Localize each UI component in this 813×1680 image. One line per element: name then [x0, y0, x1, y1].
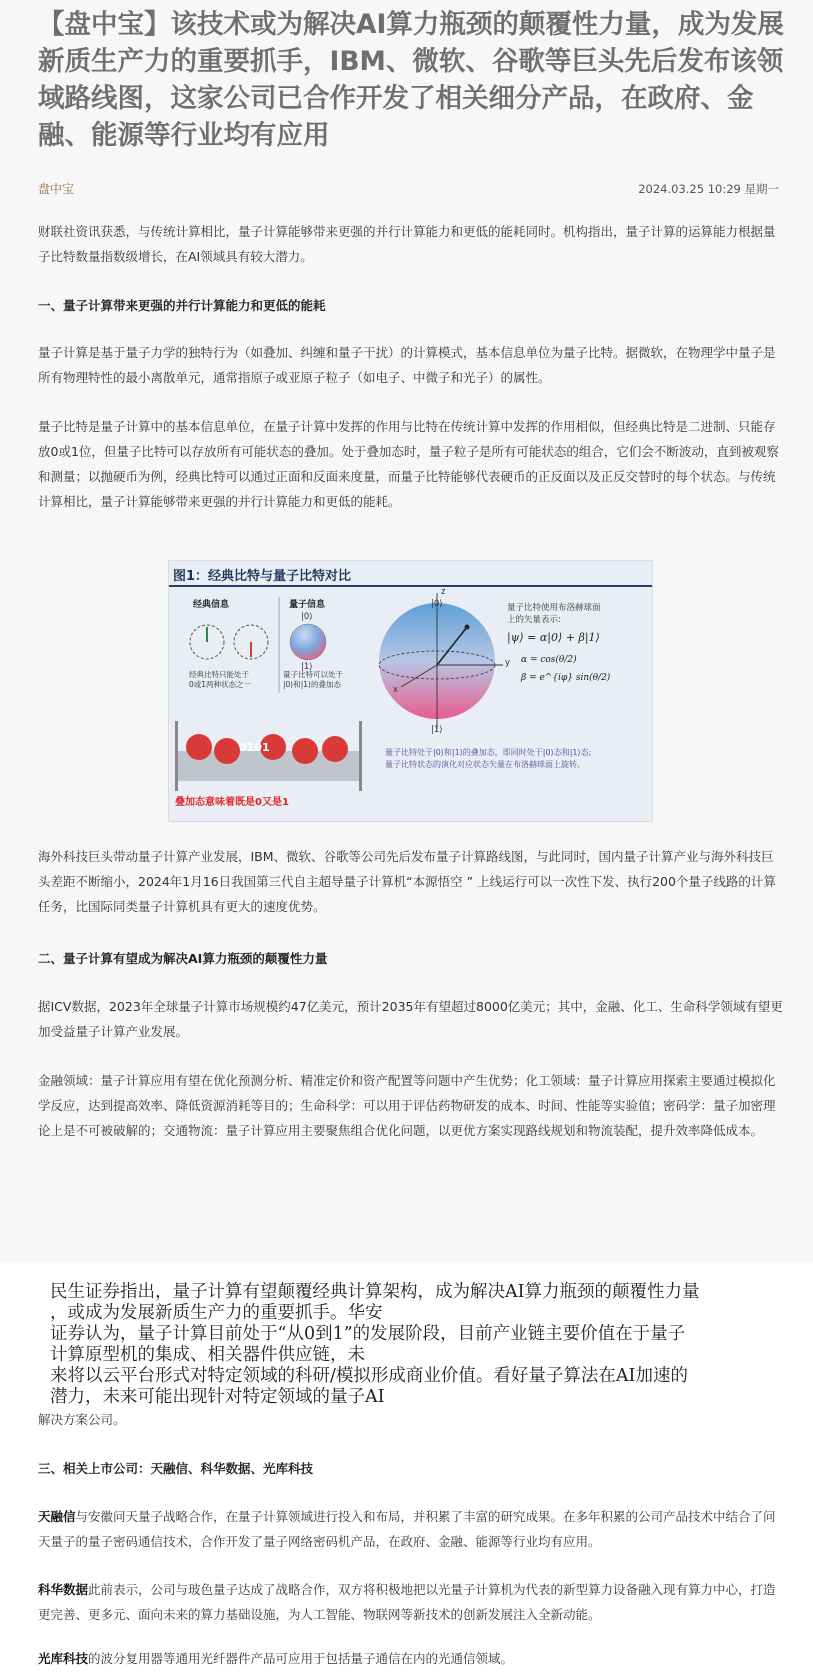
section-1-paragraph-2: 量子比特是量子计算中的基本信息单位，在量子计算中发挥的作用与比特在传统计算中发挥的作用相似，但经典比特是二进制、只能存放0或1位，但量子比特可以存放所有可能状态的叠加。处于叠加态时，量子粒子是所有可能状态的组合，它们会不断波动，直到被观察和测量；以抛硬币为例，经典比特可以通过正面和反面来度量，而量子比特能够代表硬币的正反面以及正反交替时的每个状态。与传统计算相比，量子计算能够带来更强的并行计算能力和更低的能耗。 — [38, 419, 779, 509]
company-2-text: 此前表示，公司与玻色量子达成了战略合作，双方将积极地把以光量子计算机为代表的新型算力设备融入现有算力中心，打造更完善、更多元、面向未来的算力基础设施，为人工智能、物联网等新技术的创新发展注入全新动能。 — [38, 1582, 776, 1622]
bloch-description-line2: 上的矢量表示: — [507, 615, 561, 625]
company-3-name: 光库科技 — [38, 1651, 89, 1666]
article-title: 【盘中宝】该技术或为解决AI算力瓶颈的颠覆性力量，成为发展新质生产力的重要抓手，IBM、微软、谷歌等巨头先后发布该领域路线图，这家公司已合作开发了相关细分产品，在政府、金融、能源等行业均有应用 — [38, 9, 784, 151]
section-3-heading: 三、相关上市公司：天融信、科华数据、光库科技 — [38, 1461, 314, 1476]
coin-digits: 0101 — [239, 741, 270, 754]
pole-left — [175, 721, 178, 791]
company-2-name: 科华数据 — [38, 1582, 89, 1597]
coin-2 — [214, 738, 240, 764]
section-1-heading: 一、量子计算带来更强的并行计算能力和更低的能耗 — [38, 298, 326, 313]
superposition-note-line1: 量子比特处于|0⟩和|1⟩的叠加态，即同时处于|0⟩态和|1⟩态; — [385, 748, 592, 757]
company-3-text: 的波分复用器等通用光纤器件产品可应用于包括量子通信在内的光通信领域。 — [88, 1651, 514, 1666]
company-1-text: 与安徽问天量子战略合作，在量子计算领域进行投入和布局，并积累了丰富的研究成果。在多年积累的公司产品技术中结合了问天量子的量子密码通信技术，合作开发了量子网络密码机产品，在政府、金融、能源等行业均有应用。 — [38, 1509, 776, 1549]
section-2-paragraph-1: 据ICV数据，2023年全球量子计算市场规模约47亿美元，预计2035年有望超过8000亿美元；其中，金融、化工、生命科学领域有望更加受益量子计算产业发展。 — [38, 999, 783, 1039]
bloch-z-label: z — [441, 587, 446, 597]
pole-right — [359, 721, 362, 791]
analyst-quote-line-6: 潜力，未来可能出现针对特定领域的量子AI — [50, 1387, 385, 1407]
article-datetime: 2024.03.25 10:29 星期一 — [638, 182, 779, 196]
analyst-quote-line-2: ，或成为发展新质生产力的重要抓手。华安 — [50, 1303, 383, 1323]
company-1-name: 天融信 — [38, 1509, 76, 1524]
quantum-info-label: 量子信息 — [289, 600, 326, 610]
bloch-y-label: y — [505, 658, 511, 668]
company-2-paragraph — [38, 1577, 783, 1627]
superposition-caption: 叠加态意味着既是0又是1 — [175, 797, 289, 808]
coin-4 — [292, 738, 318, 764]
bloch-state-dot — [465, 625, 470, 630]
small-ket0: |0⟩ — [301, 612, 313, 622]
classical-caption-line1: 经典比特只能处于 — [189, 670, 249, 679]
section-1-paragraph-3: 海外科技巨头带动量子计算产业发展，IBM、微软、谷歌等公司先后发布量子计算路线图，与此同时，国内量子计算产业与海外科技巨头差距不断缩小，2024年1月16日我国第三代自主超导量子计算机“本源悟空 ” 上线运行可以一次性下发、执行200个量子线路的计算任务，比国际同类量子计算机具有更大的速度优势。 — [38, 849, 776, 914]
small-ket1: |1⟩ — [301, 662, 313, 672]
figure-graphics — [169, 561, 652, 821]
bloch-ket1: |1⟩ — [431, 725, 443, 735]
analyst-quote-line-5: 来将以云平台形式对特定领域的科研/模拟形成商业价值。看好量子算法在AI加速的 — [50, 1366, 688, 1386]
beta-equation: β = e^{iφ} sin(θ/2) — [521, 673, 611, 683]
analyst-quote-line-4: 计算原型机的集成、相关器件供应链，未 — [50, 1345, 365, 1365]
classical-info-label: 经典信息 — [193, 600, 230, 610]
section-2-paragraph-2: 金融领域：量子计算应用有望在优化预测分析、精准定价和资产配置等问题中产生优势；化工领域：量子计算应用探索主要通过模拟化学反应，达到提高效率、降低资源消耗等目的；生命科学：可以用于评估药物研发的成本、时间、性能等实验值；密码学：量子加密理论上是不可被破解的；交通物流：量子计算应用主要聚焦组合优化问题，以更优方案实现路线规划和物流装配，提升效率降低成本。 — [38, 1073, 776, 1138]
analyst-quote-tail: 解决方案公司。 — [38, 1412, 126, 1427]
analyst-quote-line-1: 民生证券指出，量子计算有望颠覆经典计算架构，成为解决AI算力瓶颈的颠覆性力量 — [50, 1282, 700, 1302]
coin-1 — [186, 734, 212, 760]
section-1-paragraph-1: 量子计算是基于量子力学的独特行为（如叠加、纠缠和量子干扰）的计算模式，基本信息单位为量子比特。据微软，在物理学中量子是所有物理特性的最小离散单元，通常指原子或亚原子粒子（如电子、中微子和光子）的属性。 — [38, 345, 776, 385]
section-2-heading: 二、量子计算有望成为解决AI算力瓶颈的颠覆性力量 — [38, 951, 328, 966]
state-equation: |ψ⟩ = α|0⟩ + β|1⟩ — [507, 631, 600, 644]
qubit-comparison-figure — [168, 560, 653, 822]
intro-paragraph: 财联社资讯获悉，与传统计算相比，量子计算能够带来更强的并行计算能力和更低的能耗同时。机构指出，量子计算的运算能力根据量子比特数量指数级增长，在AI领域具有较大潜力。 — [38, 224, 776, 264]
company-3-paragraph — [38, 1646, 783, 1671]
quantum-caption-line1: 量子比特可以处于 — [283, 670, 343, 679]
classical-caption-line2: 0或1两种状态之一 — [189, 680, 252, 689]
article-source[interactable]: 盘中宝 — [38, 182, 75, 196]
quantum-bit-sphere — [290, 624, 326, 660]
bloch-x-label: x — [393, 685, 399, 695]
bloch-description-line1: 量子比特使用布洛赫球面 — [507, 603, 601, 613]
superposition-note-line2: 量子比特状态的演化对应状态矢量在布洛赫球面上旋转。 — [385, 760, 585, 769]
alpha-equation: α = cos(θ/2) — [521, 655, 577, 665]
analyst-quote-line-3: 证券认为，量子计算目前处于“从0到1”的发展阶段，目前产业链主要价值在于量子 — [50, 1324, 686, 1344]
company-1-paragraph — [38, 1504, 783, 1554]
quantum-caption-line2: |0⟩和|1⟩的叠加态 — [283, 680, 341, 689]
bloch-ket0: |0⟩ — [431, 599, 443, 609]
coin-5 — [322, 736, 348, 762]
figure-title: 图1：经典比特与量子比特对比 — [173, 569, 352, 584]
